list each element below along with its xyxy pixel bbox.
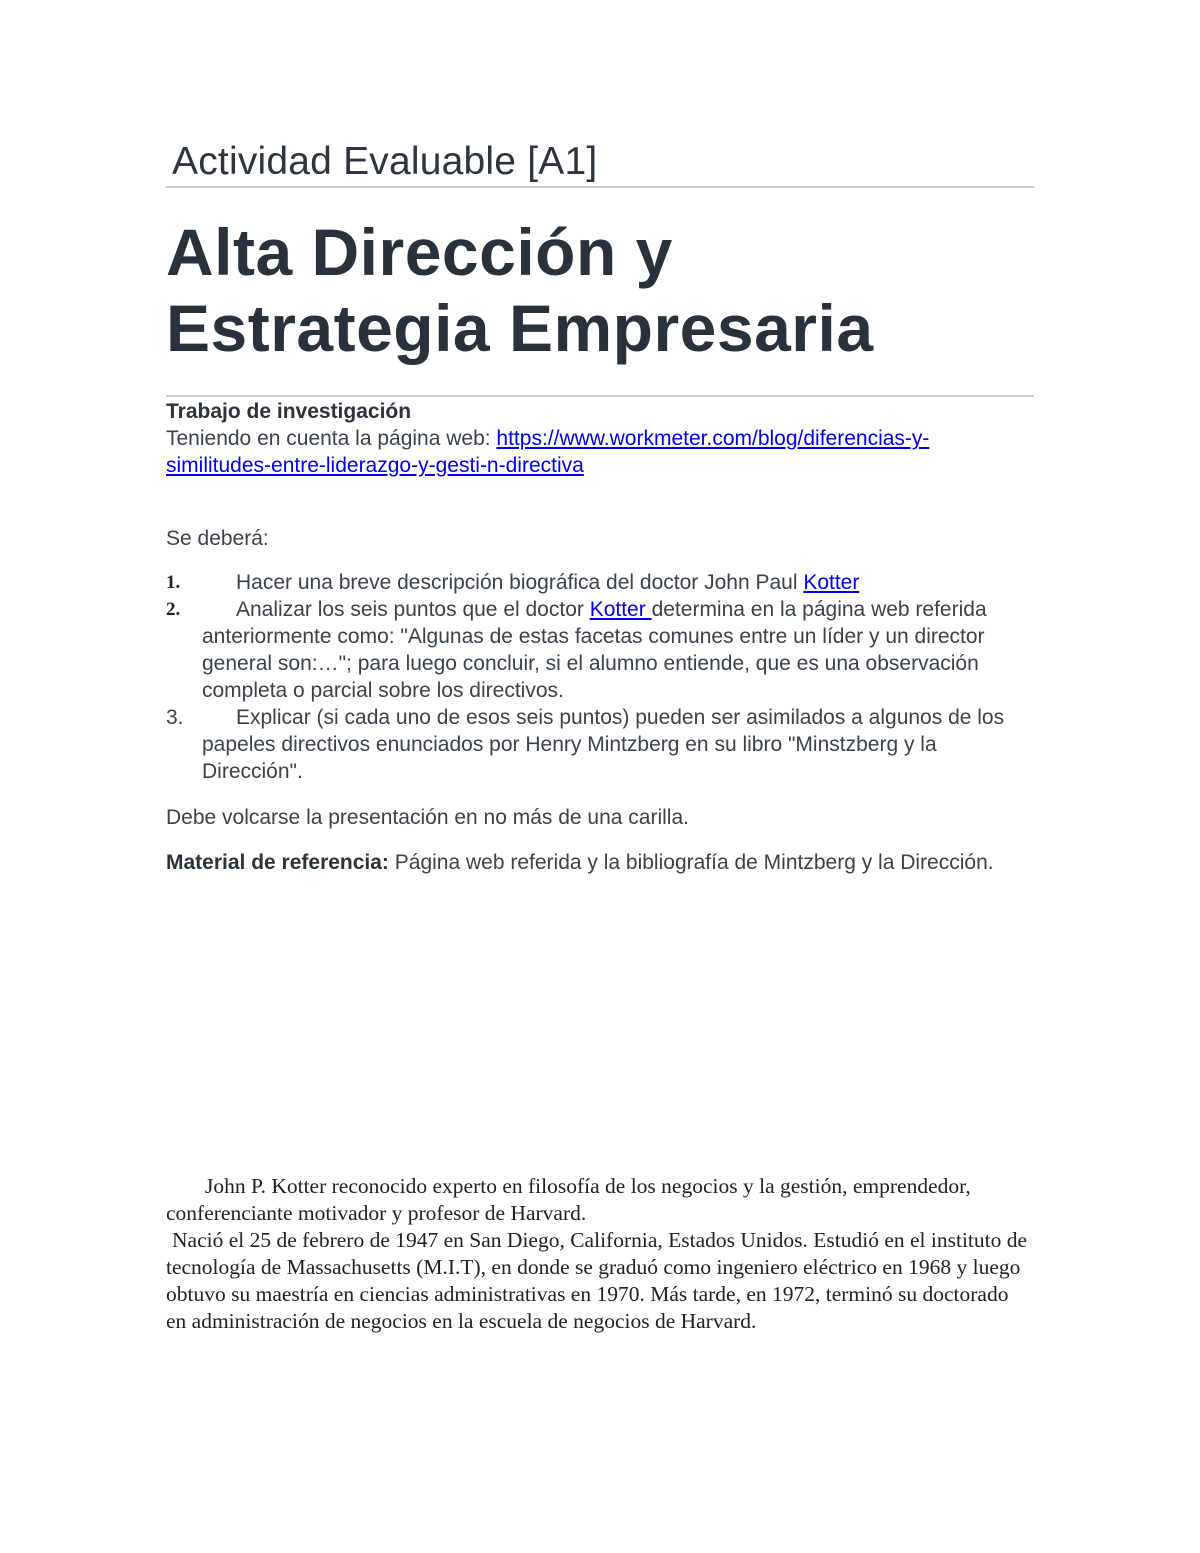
task-text-2-main: Analizar los seis puntos que el doctor (236, 598, 590, 621)
task-text-3: Explicar (si cada uno de esos seis puntos) pueden ser asimilados a algunos de los papeles directivos enunciados por Henry Mintzberg en su libro "Minstzberg y la Dirección". (202, 706, 1005, 783)
title-divider (166, 395, 1034, 397)
document-title-line-2: Estrategia Empresaria (166, 291, 874, 365)
kotter-biography (166, 1173, 1034, 1335)
research-heading: Trabajo de investigación (166, 400, 412, 423)
biography-paragraph-2: Nació el 25 de febrero de 1947 en San Diego, California, Estados Unidos. Estudió en el instituto de tecnología de Massachusetts (M.I.T), en donde se graduó como ingeniero eléctrico en 1968 y luego obtuvo su maestría en ciencias administrativas en 1970. Más tarde, en 1972, terminó su doctorado en administración de negocios en la escuela de negocios de Harvard. (166, 1228, 1028, 1333)
kotter-link-1[interactable]: Kotter (803, 571, 860, 594)
presentation-instruction: Debe volcarse la presentación en no más de una carilla. (166, 806, 689, 829)
kotter-link-2[interactable]: Kotter (589, 598, 652, 621)
reference-material-text: Página web referida y la bibliografía de Mintzberg y la Dirección. (388, 851, 994, 874)
task-text-1 (202, 569, 1034, 596)
task-number-1: 1. (166, 572, 181, 593)
task-number-2: 2. (166, 599, 181, 620)
task-item-2 (166, 596, 1034, 704)
task-number-3: 3. (166, 706, 184, 729)
task-text-2-rest: determina en la página web referida anteriormente como: "Algunas de estas facetas comunes entre un líder y un director general son:…"; para luego concluir, si el alumno entiende, que es una observación completa o parcial sobre los directivos. (202, 598, 987, 702)
activity-subtitle: Actividad Evaluable [A1] (172, 140, 598, 183)
research-intro (166, 425, 1034, 479)
biography-paragraph-1: John P. Kotter reconocido experto en filosofía de los negocios y la gestión, emprendedor, conferenciante motivador y profesor de Harvard. (166, 1174, 971, 1225)
document-title-line-1: Alta Dirección y (166, 215, 673, 289)
workmeter-link-line-1: https://www.workmeter.com/blog/diferencias-y- (496, 427, 930, 450)
reference-material-label: Material de referencia: (166, 851, 389, 874)
tasks-lead: Se deberá: (166, 527, 269, 550)
task-text-2 (202, 596, 1034, 704)
task-list (166, 569, 1034, 785)
document-title (166, 214, 874, 366)
task-item-3 (166, 704, 1034, 785)
subtitle-divider (166, 186, 1034, 188)
workmeter-link-line-2: similitudes-entre-liderazgo-y-gesti-n-directiva (166, 454, 584, 477)
reference-material (166, 849, 1034, 876)
task-item-1 (166, 569, 1034, 596)
task-text-1-main: Hacer una breve descripción biográfica del doctor John Paul (236, 571, 804, 594)
document-page (166, 0, 1034, 1553)
research-intro-text: Teniendo en cuenta la página web: (166, 427, 497, 450)
